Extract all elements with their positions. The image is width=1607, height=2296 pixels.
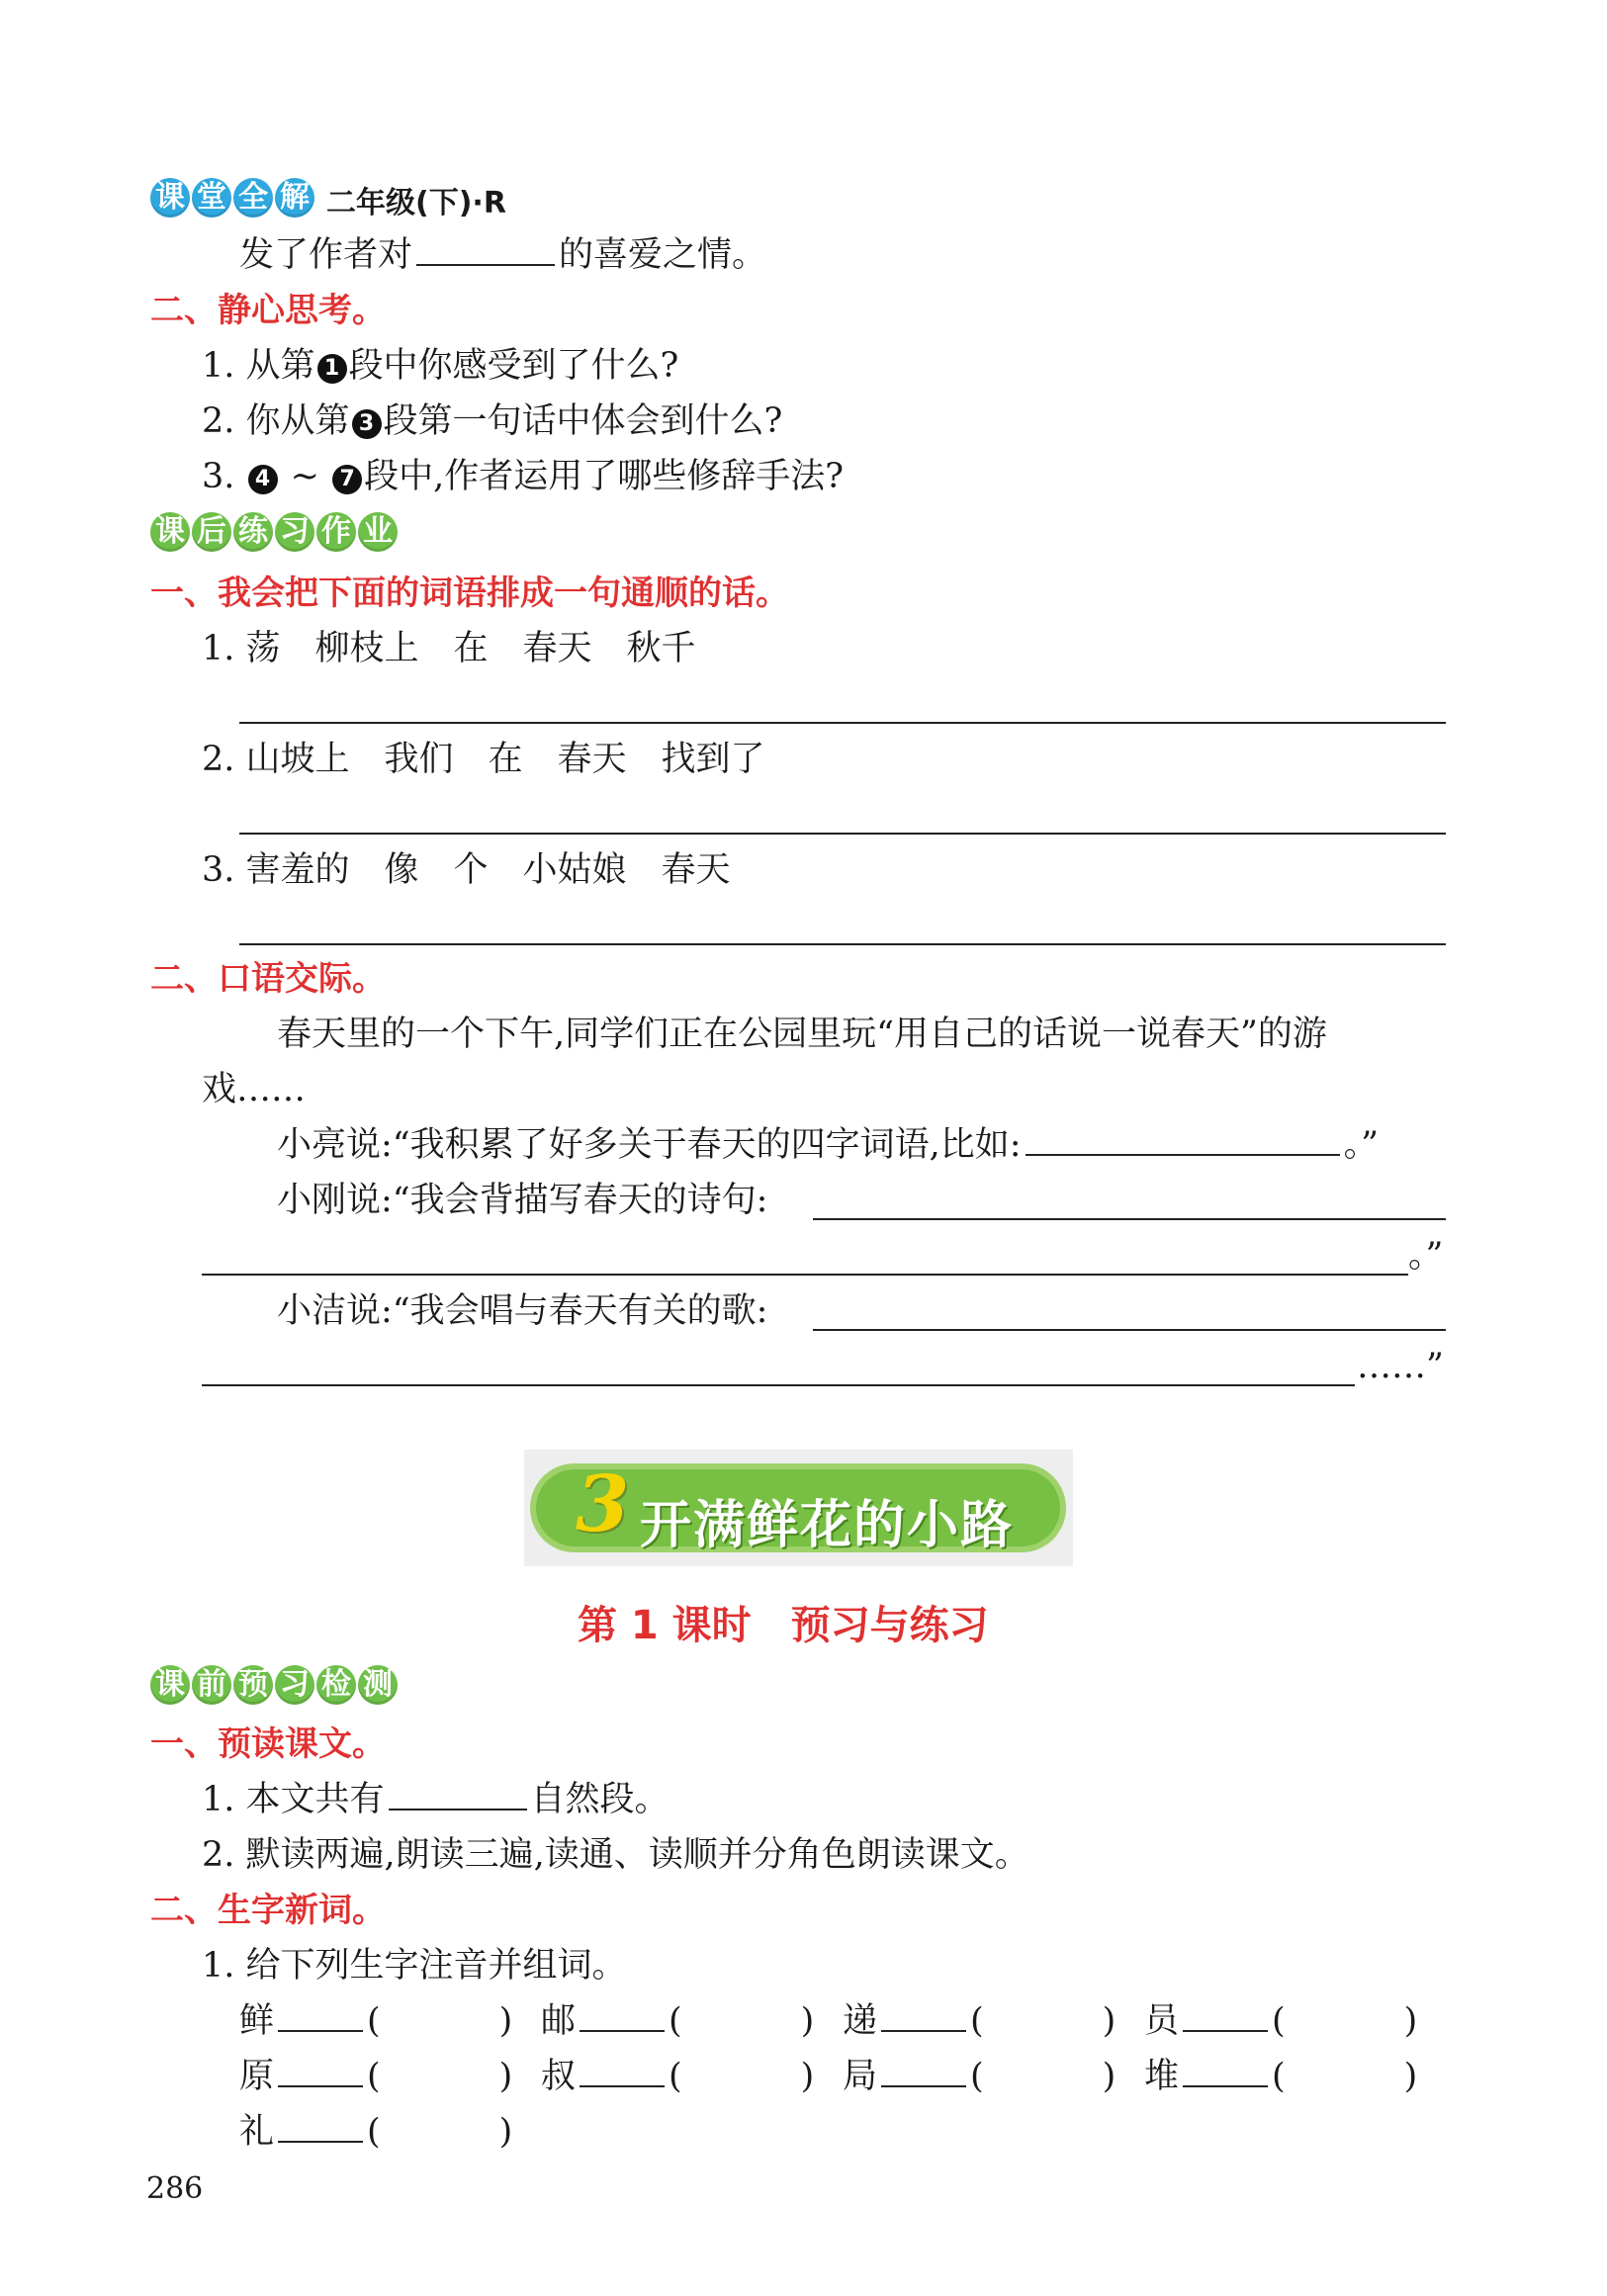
char: 叔 [541, 2057, 577, 2096]
text: 。” [1408, 1236, 1444, 1276]
question [202, 399, 782, 443]
page-number: 286 [146, 2171, 204, 2206]
circled-number: 1 [317, 354, 347, 384]
char-item: 堆 ( ) [1144, 2057, 1418, 2096]
oral-intro: 戏…… [202, 1070, 307, 1109]
badge-char: 习 [275, 512, 314, 552]
section-title: 二、生字新词。 [150, 1891, 386, 1930]
section-title: 一、预读课文。 [150, 1724, 386, 1764]
badge-char: 测 [358, 1665, 398, 1705]
char-row [239, 2055, 1446, 2098]
after-class-badge [150, 512, 398, 552]
pinyin-blank[interactable] [580, 2056, 665, 2087]
char-row [239, 2110, 541, 2154]
question: 2. 默读两遍,朗读三遍,读通、读顺并分角色朗读课文。 [202, 1835, 1029, 1875]
text: 3. [202, 457, 246, 496]
char-row [239, 1999, 1446, 2043]
badge-char: 预 [233, 1665, 273, 1705]
char-item: 员 ( ) [1144, 2001, 1418, 2041]
badge-char: 后 [192, 512, 231, 552]
text: 段中你感受到了什么? [348, 346, 679, 386]
text: 的喜爱之情。 [559, 235, 767, 275]
badge-char: 课 [150, 1665, 190, 1705]
continuation-line [239, 233, 766, 277]
char-item: 局 ( ) [843, 2057, 1116, 2096]
pinyin-blank[interactable] [278, 2056, 363, 2087]
pinyin-blank[interactable] [1183, 2000, 1268, 2032]
text: 发了作者对 [239, 235, 413, 275]
lesson-banner [524, 1450, 1073, 1566]
char: 递 [843, 2001, 878, 2041]
text: 自然段。 [530, 1780, 670, 1819]
text: 小刚说:“我会背描写春天的诗句: [277, 1181, 768, 1220]
badge-char: 解 [275, 178, 314, 218]
char-item: 礼 ( ) [239, 2112, 513, 2152]
answer-line[interactable] [239, 833, 1446, 835]
char: 原 [239, 2057, 275, 2096]
char: 邮 [541, 2001, 577, 2041]
answer-line[interactable] [239, 722, 1446, 724]
badge-char: 练 [233, 512, 273, 552]
char: 礼 [239, 2112, 275, 2152]
badge-char: 习 [275, 1665, 314, 1705]
circled-number: 7 [332, 465, 362, 494]
badge-char: 前 [192, 1665, 231, 1705]
text: 1. 从第 [202, 346, 315, 386]
text: 。” [1343, 1125, 1380, 1165]
text: ……” [1357, 1347, 1444, 1386]
badge-char: 课 [150, 512, 190, 552]
grade-label: 二年级(下)·R [326, 186, 506, 221]
answer-blank[interactable] [416, 234, 555, 266]
lesson-subtitle: 第 1 课时 预习与练习 [578, 1603, 989, 1648]
answer-line[interactable] [202, 1274, 1408, 1276]
answer-line[interactable] [202, 1384, 1355, 1386]
text: 小亮说:“我积累了好多关于春天的四字词语,比如: [277, 1125, 1022, 1165]
badge-char: 检 [316, 1665, 356, 1705]
text: 1. 本文共有 [202, 1780, 385, 1819]
text: 段中,作者运用了哪些修辞手法? [364, 457, 845, 496]
pinyin-blank[interactable] [580, 2000, 665, 2032]
text: 小洁说:“我会唱与春天有关的歌: [277, 1291, 768, 1331]
pinyin-blank[interactable] [881, 2056, 966, 2087]
badge-char: 堂 [192, 178, 231, 218]
char: 鲜 [239, 2001, 275, 2041]
word-order-item: 1. 荡 柳枝上 在 春天 秋千 [202, 629, 696, 668]
char: 员 [1144, 2001, 1180, 2041]
question [202, 344, 678, 388]
char-item: 递 ( ) [843, 2001, 1116, 2041]
circled-number: 4 [248, 465, 278, 494]
text: 2. 你从第 [202, 401, 350, 441]
dialogue-xiaogang [277, 1179, 767, 1222]
char-item: 邮 ( ) [541, 2001, 815, 2041]
pinyin-blank[interactable] [278, 2111, 363, 2143]
text: 段第一句话中体会到什么? [383, 401, 783, 441]
banner-cloud [536, 1459, 1060, 1555]
section-title: 二、静心思考。 [150, 291, 386, 330]
pinyin-blank[interactable] [1183, 2056, 1268, 2087]
word-order-item: 3. 害羞的 像 个 小姑娘 春天 [202, 850, 731, 890]
answer-blank[interactable] [389, 1779, 527, 1810]
circled-number: 3 [352, 409, 382, 439]
answer-blank[interactable] [1026, 1124, 1340, 1156]
badge-char: 全 [233, 178, 273, 218]
char-item: 叔 ( ) [541, 2057, 815, 2096]
char-item: 鲜 ( ) [239, 2001, 513, 2041]
badge-char: 业 [358, 512, 398, 552]
pinyin-blank[interactable] [278, 2000, 363, 2032]
badge-char: 课 [150, 178, 190, 218]
header-badge [150, 178, 314, 218]
lesson-number: 3 [576, 1459, 630, 1549]
oral-intro: 春天里的一个下午,同学们正在公园里玩“用自己的话说一说春天”的游 [277, 1015, 1327, 1054]
badge-char: 作 [316, 512, 356, 552]
text: ~ [279, 457, 331, 496]
dialogue-xiaojie [277, 1289, 767, 1333]
question [202, 455, 844, 498]
preview-badge [150, 1665, 398, 1705]
lesson-title: 开满鲜花的小路 [640, 1496, 1015, 1555]
answer-line[interactable] [813, 1329, 1446, 1331]
question [202, 1778, 670, 1821]
char: 局 [843, 2057, 878, 2096]
section-title: 二、口语交际。 [150, 959, 386, 999]
char-item: 原 ( ) [239, 2057, 513, 2096]
section-title: 一、我会把下面的词语排成一句通顺的话。 [150, 574, 789, 613]
char: 堆 [1144, 2057, 1180, 2096]
answer-line[interactable] [239, 943, 1446, 945]
pinyin-blank[interactable] [881, 2000, 966, 2032]
word-order-item: 2. 山坡上 我们 在 春天 找到了 [202, 740, 765, 779]
answer-line[interactable] [813, 1218, 1446, 1220]
dialogue-xiaoliang [277, 1123, 1379, 1167]
instruction: 1. 给下列生字注音并组词。 [202, 1946, 627, 1986]
